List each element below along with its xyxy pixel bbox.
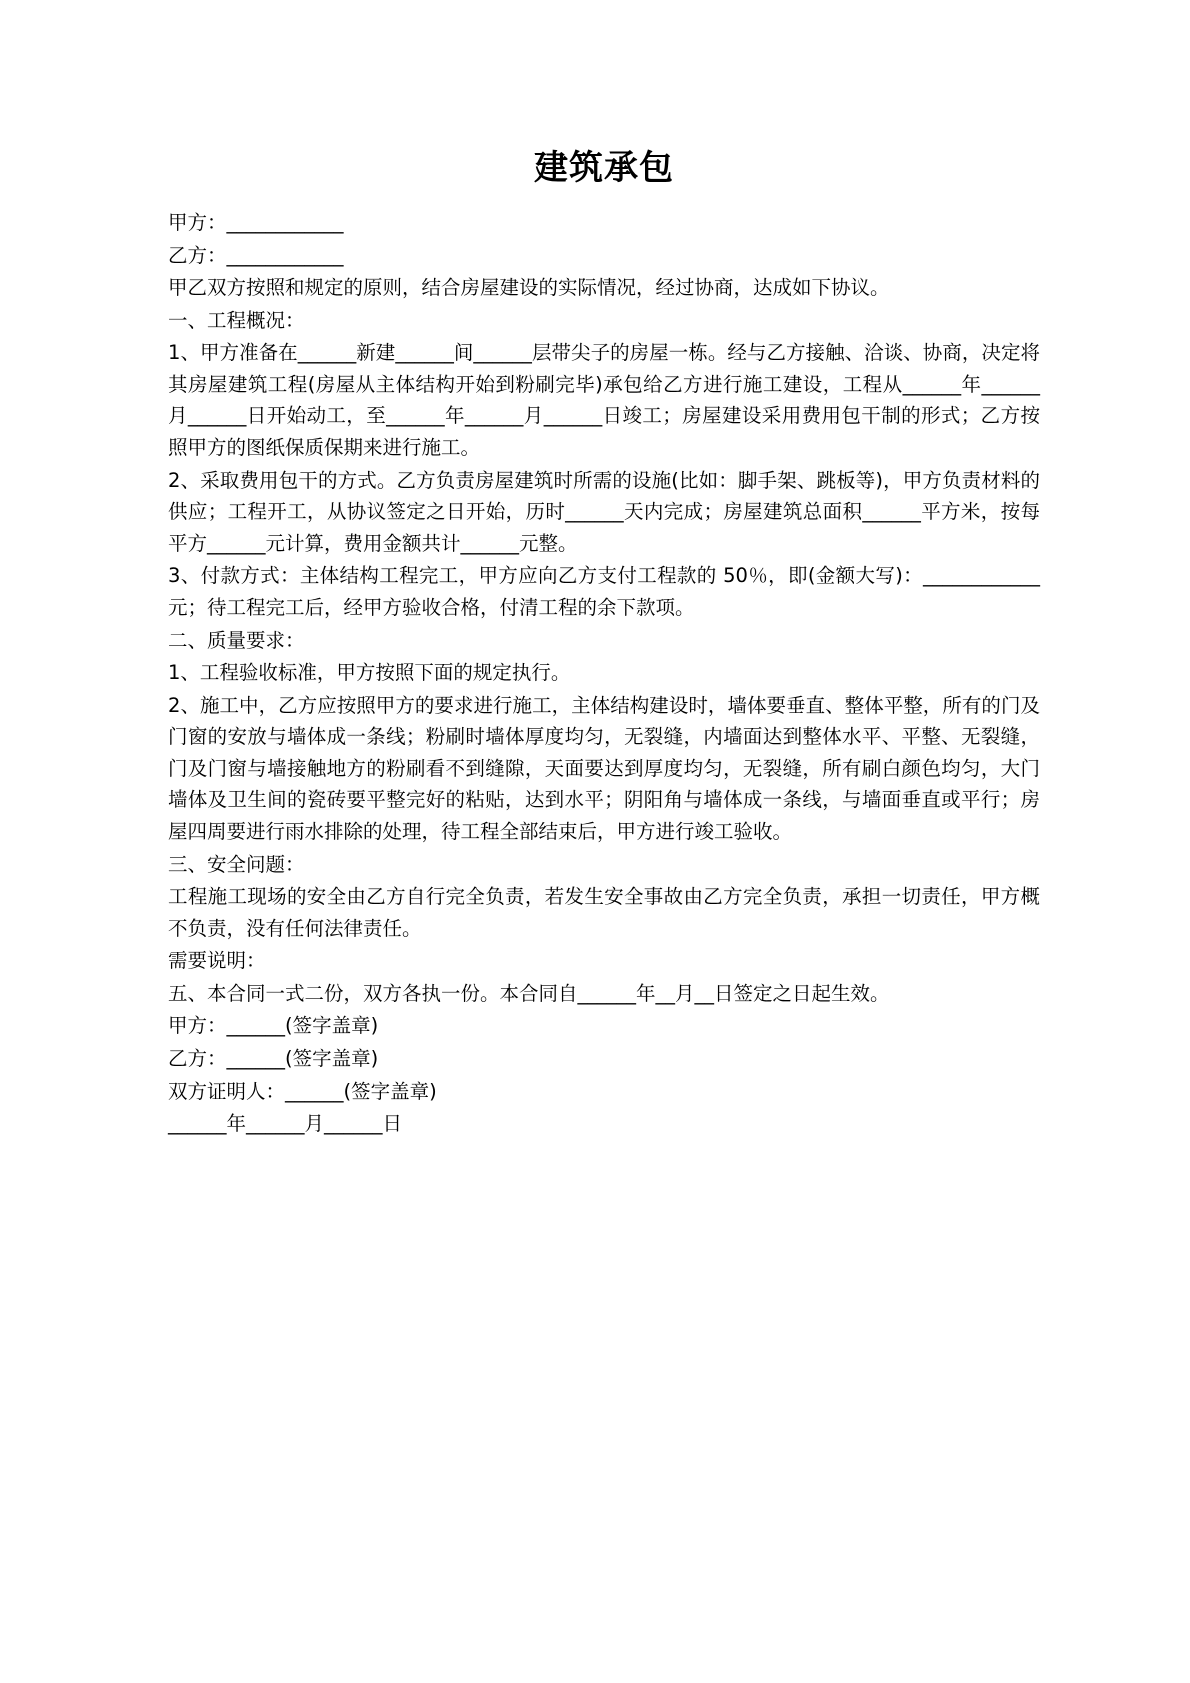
clause-1-2: 2、采取费用包干的方式。乙方负责房屋建筑时所需的设施(比如：脚手架、跳板等)，甲方负责材料的供应；工程开工，从协议签定之日开始，历时______天内完成；房屋建筑总面积______平方米，按每平方______元计算，费用金额共计______元整。 — [168, 468, 1040, 555]
party-a-line: 甲方：____________ — [168, 211, 344, 234]
clause-2-1: 1、工程验收标准，甲方按照下面的规定执行。 — [168, 661, 571, 685]
section-three-heading: 三、安全问题： — [168, 852, 305, 876]
signature-witness: 双方证明人：______(签字盖章) — [168, 1079, 437, 1103]
signature-party-b: 乙方：______(签字盖章) — [168, 1047, 379, 1071]
note-heading: 需要说明： — [168, 949, 266, 973]
section-one-heading: 一、工程概况： — [168, 308, 305, 332]
clause-5: 五、本合同一式二份，双方各执一份。本合同自______年__月__日签定之日起生效。 — [168, 981, 890, 1005]
signature-party-a: 甲方：______(签字盖章) — [168, 1014, 379, 1038]
party-b-line: 乙方：____________ — [168, 243, 344, 267]
section-two-heading: 二、质量要求： — [168, 628, 305, 652]
clause-1-3: 3、付款方式：主体结构工程完工，甲方应向乙方支付工程款的 50％，即(金额大写)：____________元；待工程完工后，经甲方验收合格，付清工程的余下款项。 — [168, 564, 1040, 619]
intro-line: 甲乙双方按照和规定的原则，结合房屋建设的实际情况，经过协商，达成如下协议。 — [168, 276, 890, 300]
clause-3-1: 工程施工现场的安全由乙方自行完全负责，若发生安全事故由乙方完全负责，承担一切责任，甲方概不负责，没有任何法律责任。 — [168, 885, 1040, 940]
page-title: 建筑承包 — [534, 148, 674, 188]
signature-date: ______年______月______日 — [168, 1112, 403, 1136]
clause-2-2: 2、施工中，乙方应按照甲方的要求进行施工，主体结构建设时，墙体要垂直、整体平整，所有的门及门窗的安放与墙体成一条线；粉刷时墙体厚度均匀，无裂缝，内墙面达到整体水平、平整、无裂缝，门及门窗与墙接触地方的粉刷看不到缝隙，天面要达到厚度均匀，无裂缝，所有刷白颜色均匀，大门墙体及卫生间的瓷砖要平整完好的粘贴，达到水平；阴阳角与墙体成一条线，与墙面垂直或平行；房屋四周要进行雨水排除的处理，待工程全部结束后，甲方进行竣工验收。 — [168, 693, 1040, 843]
clause-1-1: 1、甲方准备在______新建______间______层带尖子的房屋一栋。经与乙方接触、洽谈、协商，决定将其房屋建筑工程(房屋从主体结构开始到粉刷完毕)承包给乙方进行施工建设，工程从______年______月______日开始动工，至______年______月______日竣工；房屋建设采用费用包干制的形式；乙方按照甲方的图纸保质保期来进行施工。 — [168, 341, 1040, 460]
document-body — [168, 207, 1040, 1140]
